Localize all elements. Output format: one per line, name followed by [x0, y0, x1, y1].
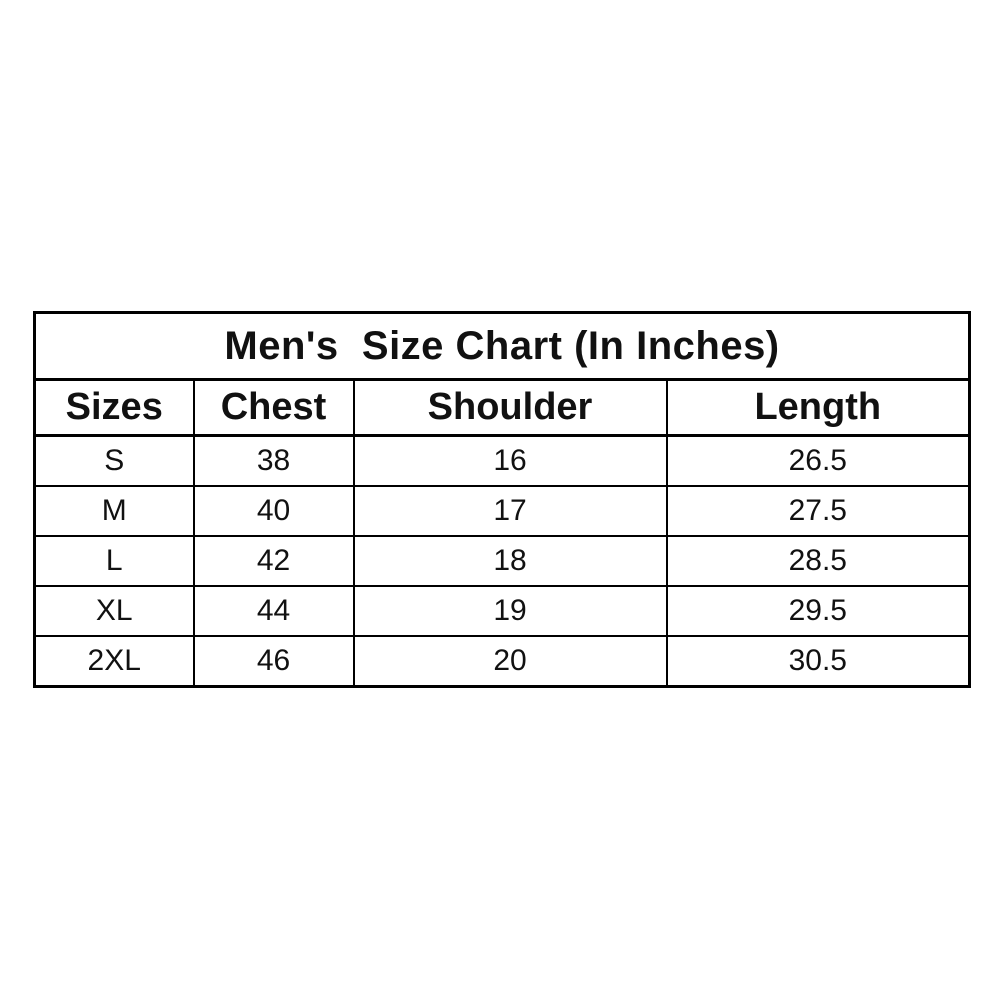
size-cell: M — [35, 486, 194, 536]
table-row-2xl — [35, 636, 970, 687]
chest-cell: 44 — [194, 586, 354, 636]
table-row-s — [35, 436, 970, 487]
chest-cell: 38 — [194, 436, 354, 487]
length-cell: 27.5 — [667, 486, 970, 536]
column-header-shoulder: Shoulder — [354, 380, 667, 436]
column-header-sizes: Sizes — [35, 380, 194, 436]
chest-cell: 42 — [194, 536, 354, 586]
size-cell: 2XL — [35, 636, 194, 687]
chest-cell: 46 — [194, 636, 354, 687]
shoulder-cell: 16 — [354, 436, 667, 487]
size-cell: L — [35, 536, 194, 586]
table-title-row — [35, 313, 970, 380]
length-cell: 29.5 — [667, 586, 970, 636]
column-header-chest: Chest — [194, 380, 354, 436]
shoulder-cell: 17 — [354, 486, 667, 536]
size-cell: S — [35, 436, 194, 487]
shoulder-cell: 20 — [354, 636, 667, 687]
length-cell: 28.5 — [667, 536, 970, 586]
length-cell: 26.5 — [667, 436, 970, 487]
table-row-l — [35, 536, 970, 586]
table-title: Men's Size Chart (In Inches) — [35, 313, 970, 380]
table-row-m — [35, 486, 970, 536]
chest-cell: 40 — [194, 486, 354, 536]
size-cell: XL — [35, 586, 194, 636]
table-header-row — [35, 380, 970, 436]
table-row-xl — [35, 586, 970, 636]
column-header-length: Length — [667, 380, 970, 436]
mens-size-chart-table — [33, 311, 971, 688]
shoulder-cell: 18 — [354, 536, 667, 586]
shoulder-cell: 19 — [354, 586, 667, 636]
length-cell: 30.5 — [667, 636, 970, 687]
